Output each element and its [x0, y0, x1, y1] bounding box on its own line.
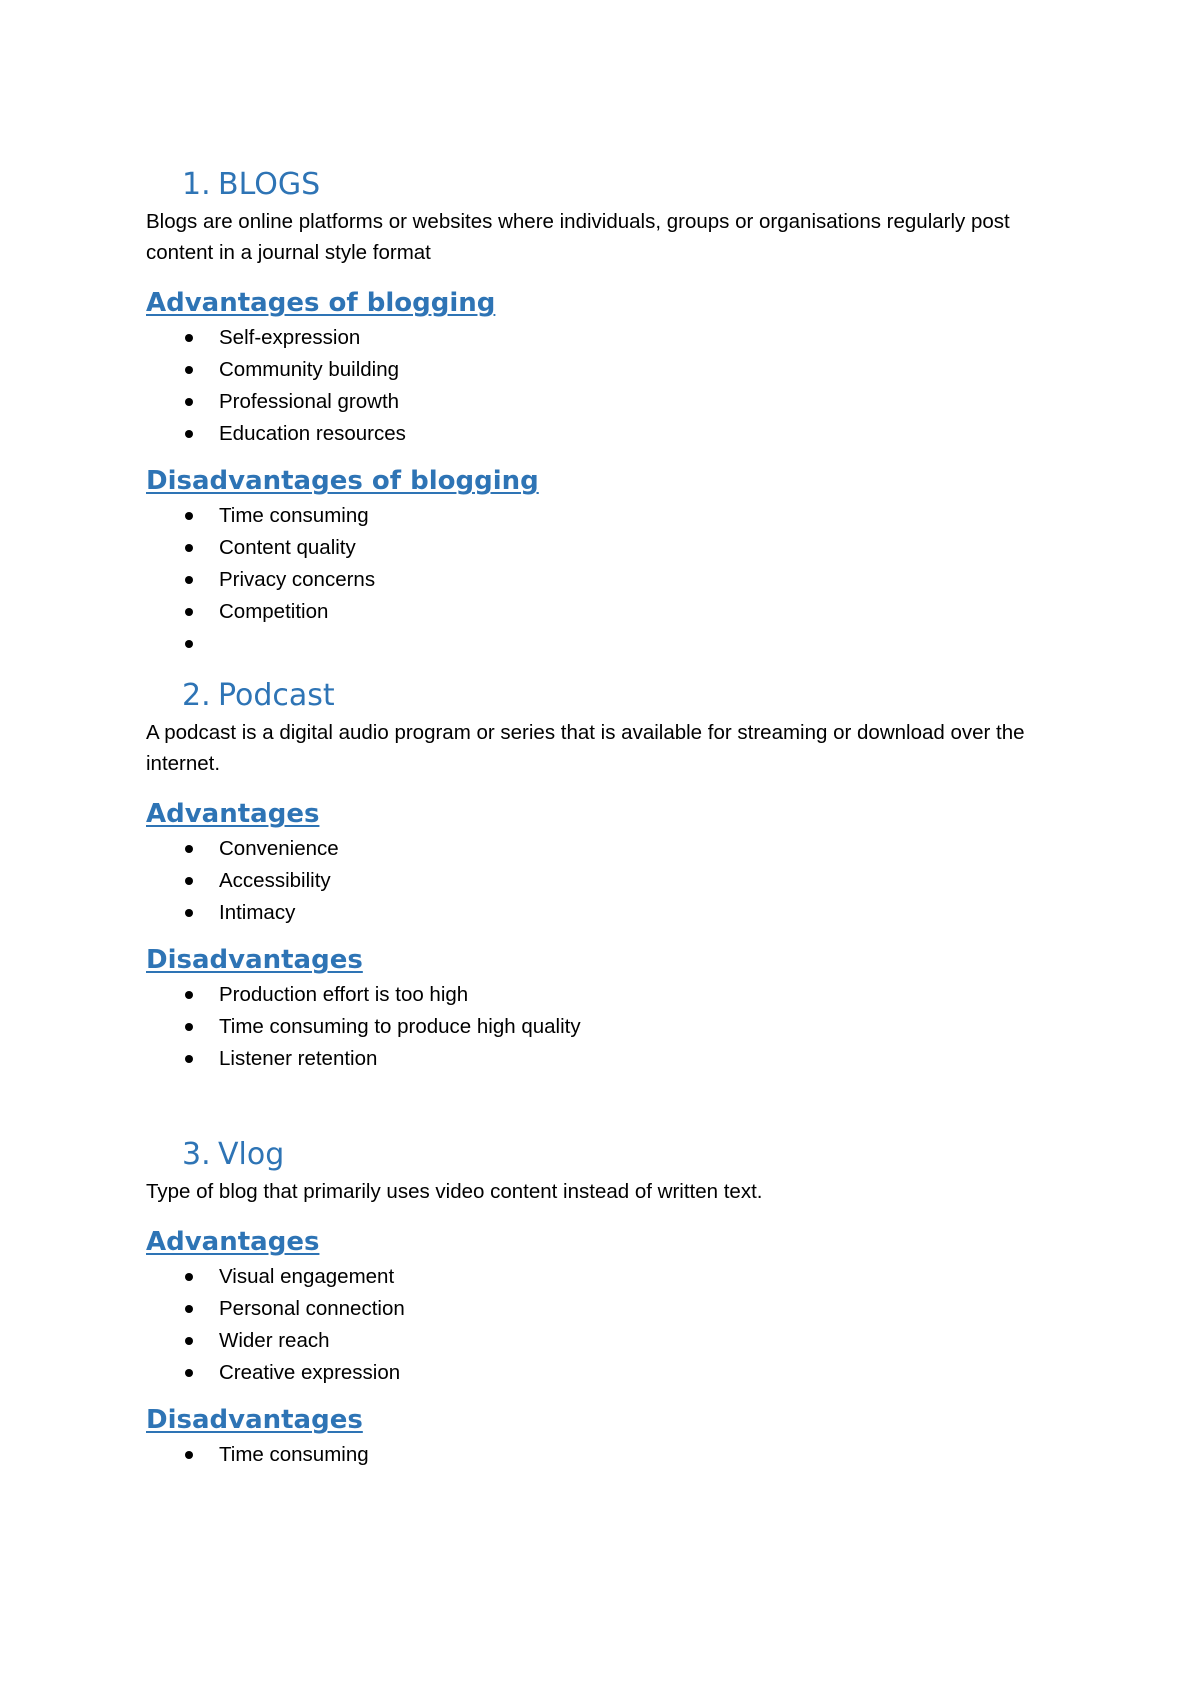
list-item: Creative expression [146, 1357, 1066, 1389]
advantages-list [146, 322, 1066, 450]
disadvantages-heading: Disadvantages of blogging [146, 466, 539, 496]
list-item [146, 628, 1066, 660]
list-item: Time consuming to produce high quality [146, 1011, 1066, 1043]
list-item: Listener retention [146, 1043, 1066, 1075]
list-item: Convenience [146, 833, 1066, 865]
section-description: Blogs are online platforms or websites where individuals, groups or organisations regularly post content in a journal style format [146, 210, 1010, 264]
advantages-list [146, 833, 1066, 929]
section-vlog [146, 1137, 1066, 1471]
section-blogs [146, 167, 1066, 660]
list-item: Privacy concerns [146, 564, 1066, 596]
section-number: 1. [182, 167, 211, 202]
list-item: Community building [146, 354, 1066, 386]
disadvantages-heading: Disadvantages [146, 1405, 363, 1435]
list-item: Competition [146, 596, 1066, 628]
section-title: BLOGS [218, 167, 321, 202]
list-item: Self-expression [146, 322, 1066, 354]
section-title: Podcast [218, 678, 335, 713]
section-heading [182, 678, 1066, 714]
list-item: Wider reach [146, 1325, 1066, 1357]
list-item: Production effort is too high [146, 979, 1066, 1011]
disadvantages-heading: Disadvantages [146, 945, 363, 975]
list-item: Personal connection [146, 1293, 1066, 1325]
advantages-list [146, 1261, 1066, 1389]
advantages-heading: Advantages of blogging [146, 288, 496, 318]
list-item: Time consuming [146, 1439, 1066, 1471]
list-item: Time consuming [146, 500, 1066, 532]
section-heading [182, 167, 1066, 203]
list-item: Education resources [146, 418, 1066, 450]
disadvantages-list [146, 979, 1066, 1075]
section-description: A podcast is a digital audio program or series that is available for streaming or download over the internet. [146, 721, 1025, 775]
section-podcast [146, 678, 1066, 1075]
section-number: 3. [182, 1137, 211, 1172]
advantages-heading: Advantages [146, 799, 320, 829]
list-item: Accessibility [146, 865, 1066, 897]
disadvantages-list [146, 500, 1066, 660]
list-item: Intimacy [146, 897, 1066, 929]
document-body [146, 167, 1066, 1471]
list-item: Professional growth [146, 386, 1066, 418]
section-description: Type of blog that primarily uses video content instead of written text. [146, 1180, 763, 1203]
section-title: Vlog [218, 1137, 285, 1172]
disadvantages-list [146, 1439, 1066, 1471]
list-item: Visual engagement [146, 1261, 1066, 1293]
section-number: 2. [182, 678, 211, 713]
section-heading [182, 1137, 1066, 1173]
list-item: Content quality [146, 532, 1066, 564]
advantages-heading: Advantages [146, 1227, 320, 1257]
